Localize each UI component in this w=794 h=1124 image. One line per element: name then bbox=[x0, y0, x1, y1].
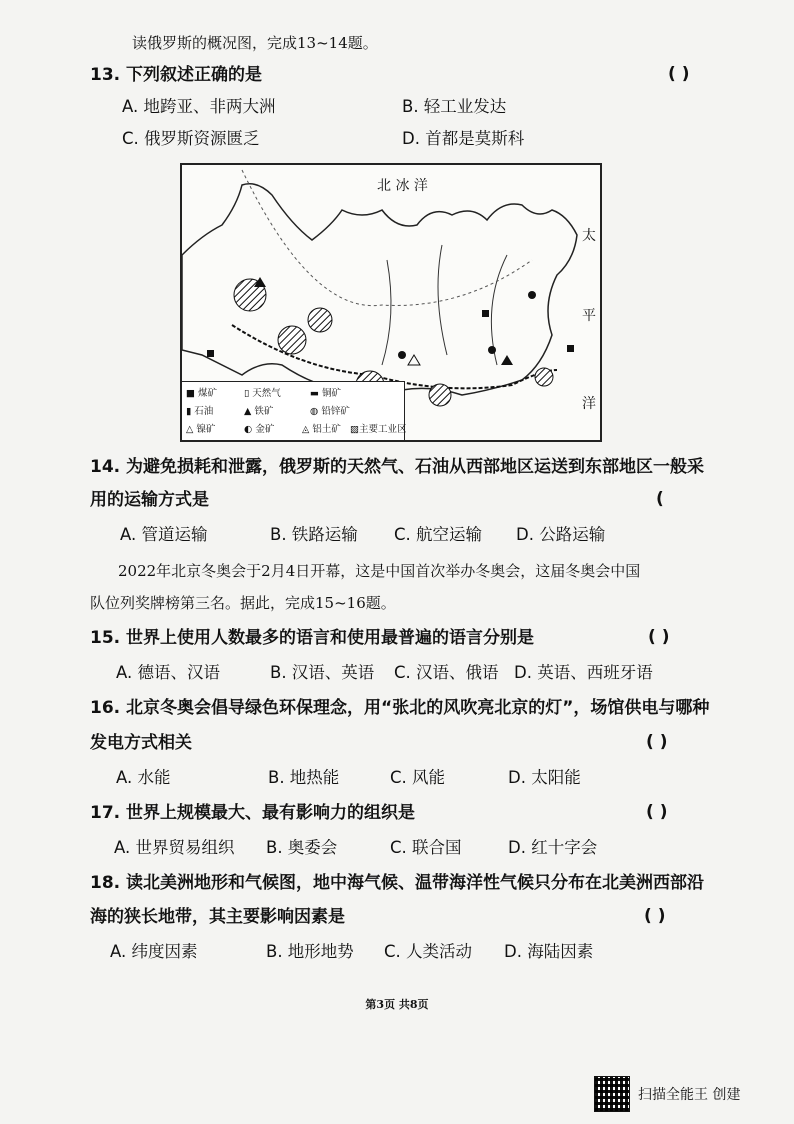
nickel-mine-symbol bbox=[408, 355, 420, 365]
q13-option-a: A. 地跨亚、非两大洲 bbox=[122, 97, 276, 116]
q15-option-a: A. 德语、汉语 bbox=[116, 663, 220, 682]
q17-option-b: B. 奥委会 bbox=[266, 838, 338, 857]
q15-option-b: B. 汉语、英语 bbox=[270, 663, 375, 682]
coal-mine-symbol bbox=[567, 345, 574, 352]
iron-mine-symbol bbox=[501, 355, 513, 365]
q18-option-b: B. 地形地势 bbox=[266, 942, 354, 961]
q18-answer-paren: ( ) bbox=[644, 906, 666, 926]
gold-mine-symbol bbox=[528, 291, 536, 299]
legend-bauxite: ◬ 铝土矿 bbox=[302, 424, 341, 435]
q14-stem-line2: 用的运输方式是 bbox=[90, 490, 209, 510]
pacific-label-2: 平 bbox=[582, 308, 596, 324]
q13-answer-paren: ( ) bbox=[668, 64, 690, 84]
q16-stem-line2: 发电方式相关 bbox=[90, 733, 192, 753]
qr-code-icon bbox=[594, 1076, 630, 1112]
q16-option-b: B. 地热能 bbox=[268, 768, 340, 787]
q17-option-d: D. 红十字会 bbox=[508, 838, 598, 857]
q16-answer-paren: ( ) bbox=[646, 732, 668, 752]
q14-option-d: D. 公路运输 bbox=[516, 525, 606, 544]
page-number-footer: 第3页 共8页 bbox=[365, 998, 429, 1011]
q13-option-c: C. 俄罗斯资源匮乏 bbox=[122, 129, 260, 148]
scanner-watermark bbox=[594, 1076, 740, 1112]
intro-15-16-line1: 2022年北京冬奥会于2月4日开幕，这是中国首次举办冬奥会，这届冬奥会中国 bbox=[118, 562, 641, 580]
q14-stem-line1: 14. 为避免损耗和泄露，俄罗斯的天然气、石油从西部地区运送到东部地区一般采 bbox=[90, 457, 705, 477]
q17-option-a: A. 世界贸易组织 bbox=[114, 838, 235, 857]
legend-coal: ■ 煤矿 bbox=[186, 388, 218, 399]
q18-option-d: D. 海陆因素 bbox=[504, 942, 594, 961]
q16-option-a: A. 水能 bbox=[116, 768, 171, 787]
q14-option-c: C. 航空运输 bbox=[394, 525, 483, 544]
industry-zone-volga bbox=[278, 326, 306, 354]
industry-zone-ural bbox=[308, 308, 332, 332]
pacific-label-1: 太 bbox=[582, 228, 596, 244]
intro-15-16-line2: 队位列奖牌榜第三名。据此，完成15~16题。 bbox=[90, 594, 396, 612]
coal-mine-symbol bbox=[482, 310, 489, 317]
legend-iron: ▲ 铁矿 bbox=[244, 406, 274, 417]
river-ob bbox=[382, 260, 391, 365]
coal-mine-symbol bbox=[207, 350, 214, 357]
q14-option-a: A. 管道运输 bbox=[120, 525, 208, 544]
legend-copper: ▬ 铜矿 bbox=[310, 388, 342, 399]
map-legend bbox=[182, 381, 405, 440]
intro-13-14: 读俄罗斯的概况图，完成13~14题。 bbox=[132, 34, 378, 52]
q15-stem: 15. 世界上使用人数最多的语言和使用最普遍的语言分别是 bbox=[90, 628, 535, 648]
q15-option-d: D. 英语、西班牙语 bbox=[514, 663, 653, 682]
q16-option-d: D. 太阳能 bbox=[508, 768, 581, 787]
q13-option-d: D. 首都是莫斯科 bbox=[402, 129, 525, 148]
q15-answer-paren: ( ) bbox=[648, 627, 670, 647]
russia-overview-map bbox=[180, 163, 602, 442]
industry-zone-far-east bbox=[535, 368, 553, 386]
q18-option-a: A. 纬度因素 bbox=[110, 942, 198, 961]
legend-gas: ▯ 天然气 bbox=[244, 388, 281, 399]
legend-oil: ▮ 石油 bbox=[186, 406, 214, 417]
q16-stem-line1: 16. 北京冬奥会倡导绿色环保理念，用“张北的风吹亮北京的灯”，场馆供电与哪种 bbox=[90, 698, 710, 718]
scanner-brand-text: 扫描全能王 创建 bbox=[638, 1087, 741, 1103]
q13-stem: 13. 下列叙述正确的是 bbox=[90, 65, 263, 85]
legend-industry: ▨主要工业区 bbox=[350, 424, 407, 435]
legend-gold: ◐ 金矿 bbox=[244, 424, 275, 435]
q17-answer-paren: ( ) bbox=[646, 802, 668, 822]
q15-option-c: C. 汉语、俄语 bbox=[394, 663, 499, 682]
industry-zone-baikal bbox=[429, 384, 451, 406]
q13-option-b: B. 轻工业发达 bbox=[402, 97, 507, 116]
q14-option-b: B. 铁路运输 bbox=[270, 525, 358, 544]
q16-option-c: C. 风能 bbox=[390, 768, 446, 787]
legend-leadzinc: ◍ 铅锌矿 bbox=[310, 406, 350, 417]
q17-stem: 17. 世界上规模最大、最有影响力的组织是 bbox=[90, 803, 416, 823]
arctic-ocean-label: 北 冰 洋 bbox=[377, 178, 428, 194]
gold-mine-symbol bbox=[398, 351, 406, 359]
legend-nickel: △ 镍矿 bbox=[186, 424, 216, 435]
gold-mine-symbol bbox=[488, 346, 496, 354]
q18-stem-line2: 海的狭长地带，其主要影响因素是 bbox=[90, 907, 345, 927]
q18-stem-line1: 18. 读北美洲地形和气候图，地中海气候、温带海洋性气候只分布在北美洲西部沿 bbox=[90, 873, 705, 893]
q14-answer-paren: ( bbox=[656, 489, 664, 509]
q18-option-c: C. 人类活动 bbox=[384, 942, 473, 961]
q17-option-c: C. 联合国 bbox=[390, 838, 462, 857]
pacific-label-3: 洋 bbox=[582, 396, 596, 412]
